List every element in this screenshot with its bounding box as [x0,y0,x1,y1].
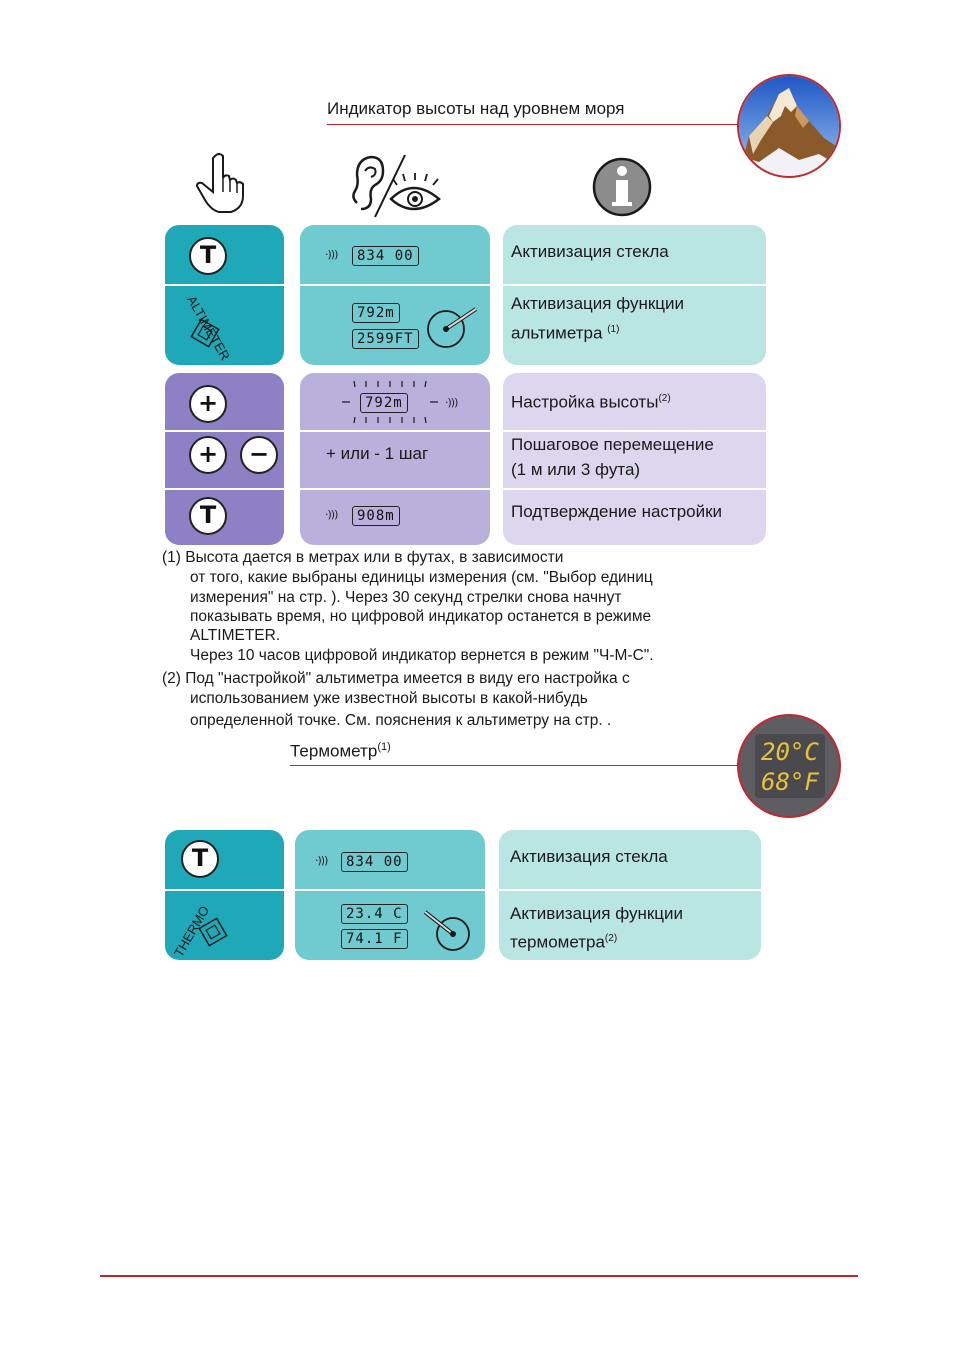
lcd-time-thermo: 834 00 [341,852,408,872]
note-1-line6: Через 10 часов цифровой индикатор вернется в режим "Ч-М-С". [190,647,654,664]
note-1-line2: от того, какие выбраны единицы измерения (см. "Выбор единиц [190,569,653,586]
t-button[interactable]: T [189,237,227,275]
altimeter-action-panel-purple [165,373,284,545]
lcd-temp-fahrenheit: 74.1 F [341,929,408,949]
note-1-line5: ALTIMETER. [190,627,281,644]
thermo-info-panel [499,830,761,960]
info-altimeter-activation-line1: Активизация функции [511,294,685,313]
note-2-line2: использованием уже известной высоты в какой-нибудь [190,690,588,707]
thermo-display-photo [737,714,841,818]
footer-rule [100,1275,858,1277]
note-2-line1: (2) Под "настройкой" альтиметра имеется в виду его настройка с [162,670,630,687]
lcd-temp-celsius: 23.4 C [341,904,408,924]
lcd-altitude-confirmed: 908m [352,506,400,526]
info-glass-activation: Активизация стекла [511,242,669,261]
hand-pointer-icon [193,152,251,214]
altimeter-display-panel-teal [300,225,490,365]
crown-dial-icon [187,315,223,351]
note-2-line3: определенной точке. См. пояснения к альтиметру на стр. . [190,712,612,729]
minus-button-step[interactable]: − [240,436,278,474]
crown-dial-icon [195,914,231,950]
altimeter-display-panel-purple [300,373,490,545]
vibration-waves-icon: ·))) [445,396,458,409]
vibration-waves-icon: ·))) [325,248,338,261]
watch-hand-icon [424,303,484,351]
thermo-dial-label: THERMO [171,903,213,960]
info-confirm-setting: Подтверждение настройки [511,502,723,521]
lcd-altitude-ft: 2599FT [352,329,419,349]
lcd-altitude-blinking: 792m [360,393,408,413]
info-step-line2: (1 м или 3 фута) [511,460,641,479]
info-altimeter-activation-line2: альтиметра $^{(1)}$ [511,323,620,343]
info-altitude-setting: Настройка высоты$^{(2)}$ [511,392,671,412]
thermo-title-rule [290,765,740,766]
plus-button[interactable]: + [189,385,227,423]
info-thermo-activation-line1: Активизация функции [510,904,684,923]
mountain-peak-icon [739,76,839,176]
watch-hand-icon [417,906,477,954]
altimeter-dial-label: ALTIMETER [184,293,233,363]
plus-button-step[interactable]: + [189,436,227,474]
altimeter-action-panel-teal [165,225,284,365]
info-thermo-activation-line2: термометра$^{(2)}$ [510,932,618,952]
thermo-section-title: Термометр$^{(1)}$ [290,741,391,761]
vibration-waves-icon: ·))) [315,854,328,867]
note-1-line3: измерения" на стр. ). Через 30 секунд стрелки снова начнут [190,589,622,606]
t-button-thermo[interactable]: T [181,840,219,878]
thermo-display-celsius: 20°C [761,738,819,766]
altimeter-section-title: Индикатор высоты над уровнем моря [327,99,625,118]
t-button-confirm[interactable]: T [189,497,227,535]
ear-eye-icon [347,153,447,219]
note-1-line4: показывать время, но цифровой индикатор останется в режиме [190,608,652,625]
step-text: + или - 1 шаг [326,444,429,463]
info-step-line1: Пошаговое перемещение [511,435,714,454]
lcd-altitude-m: 792m [352,303,400,323]
info-icon [592,157,652,217]
vibration-waves-icon: ·))) [325,508,338,521]
info-glass-activation-thermo: Активизация стекла [510,847,668,866]
lcd-time: 834 00 [352,246,419,266]
note-1-line1: (1) Высота дается в метрах или в футах, в зависимости [162,549,564,566]
mountain-photo [737,74,841,178]
altimeter-title-rule [327,124,740,125]
altimeter-info-panel-purple [503,373,766,545]
altimeter-info-panel-teal [503,225,766,365]
thermo-display-fahrenheit: 68°F [761,768,819,796]
thermo-display-panel [295,830,485,960]
thermo-action-panel [165,830,284,960]
